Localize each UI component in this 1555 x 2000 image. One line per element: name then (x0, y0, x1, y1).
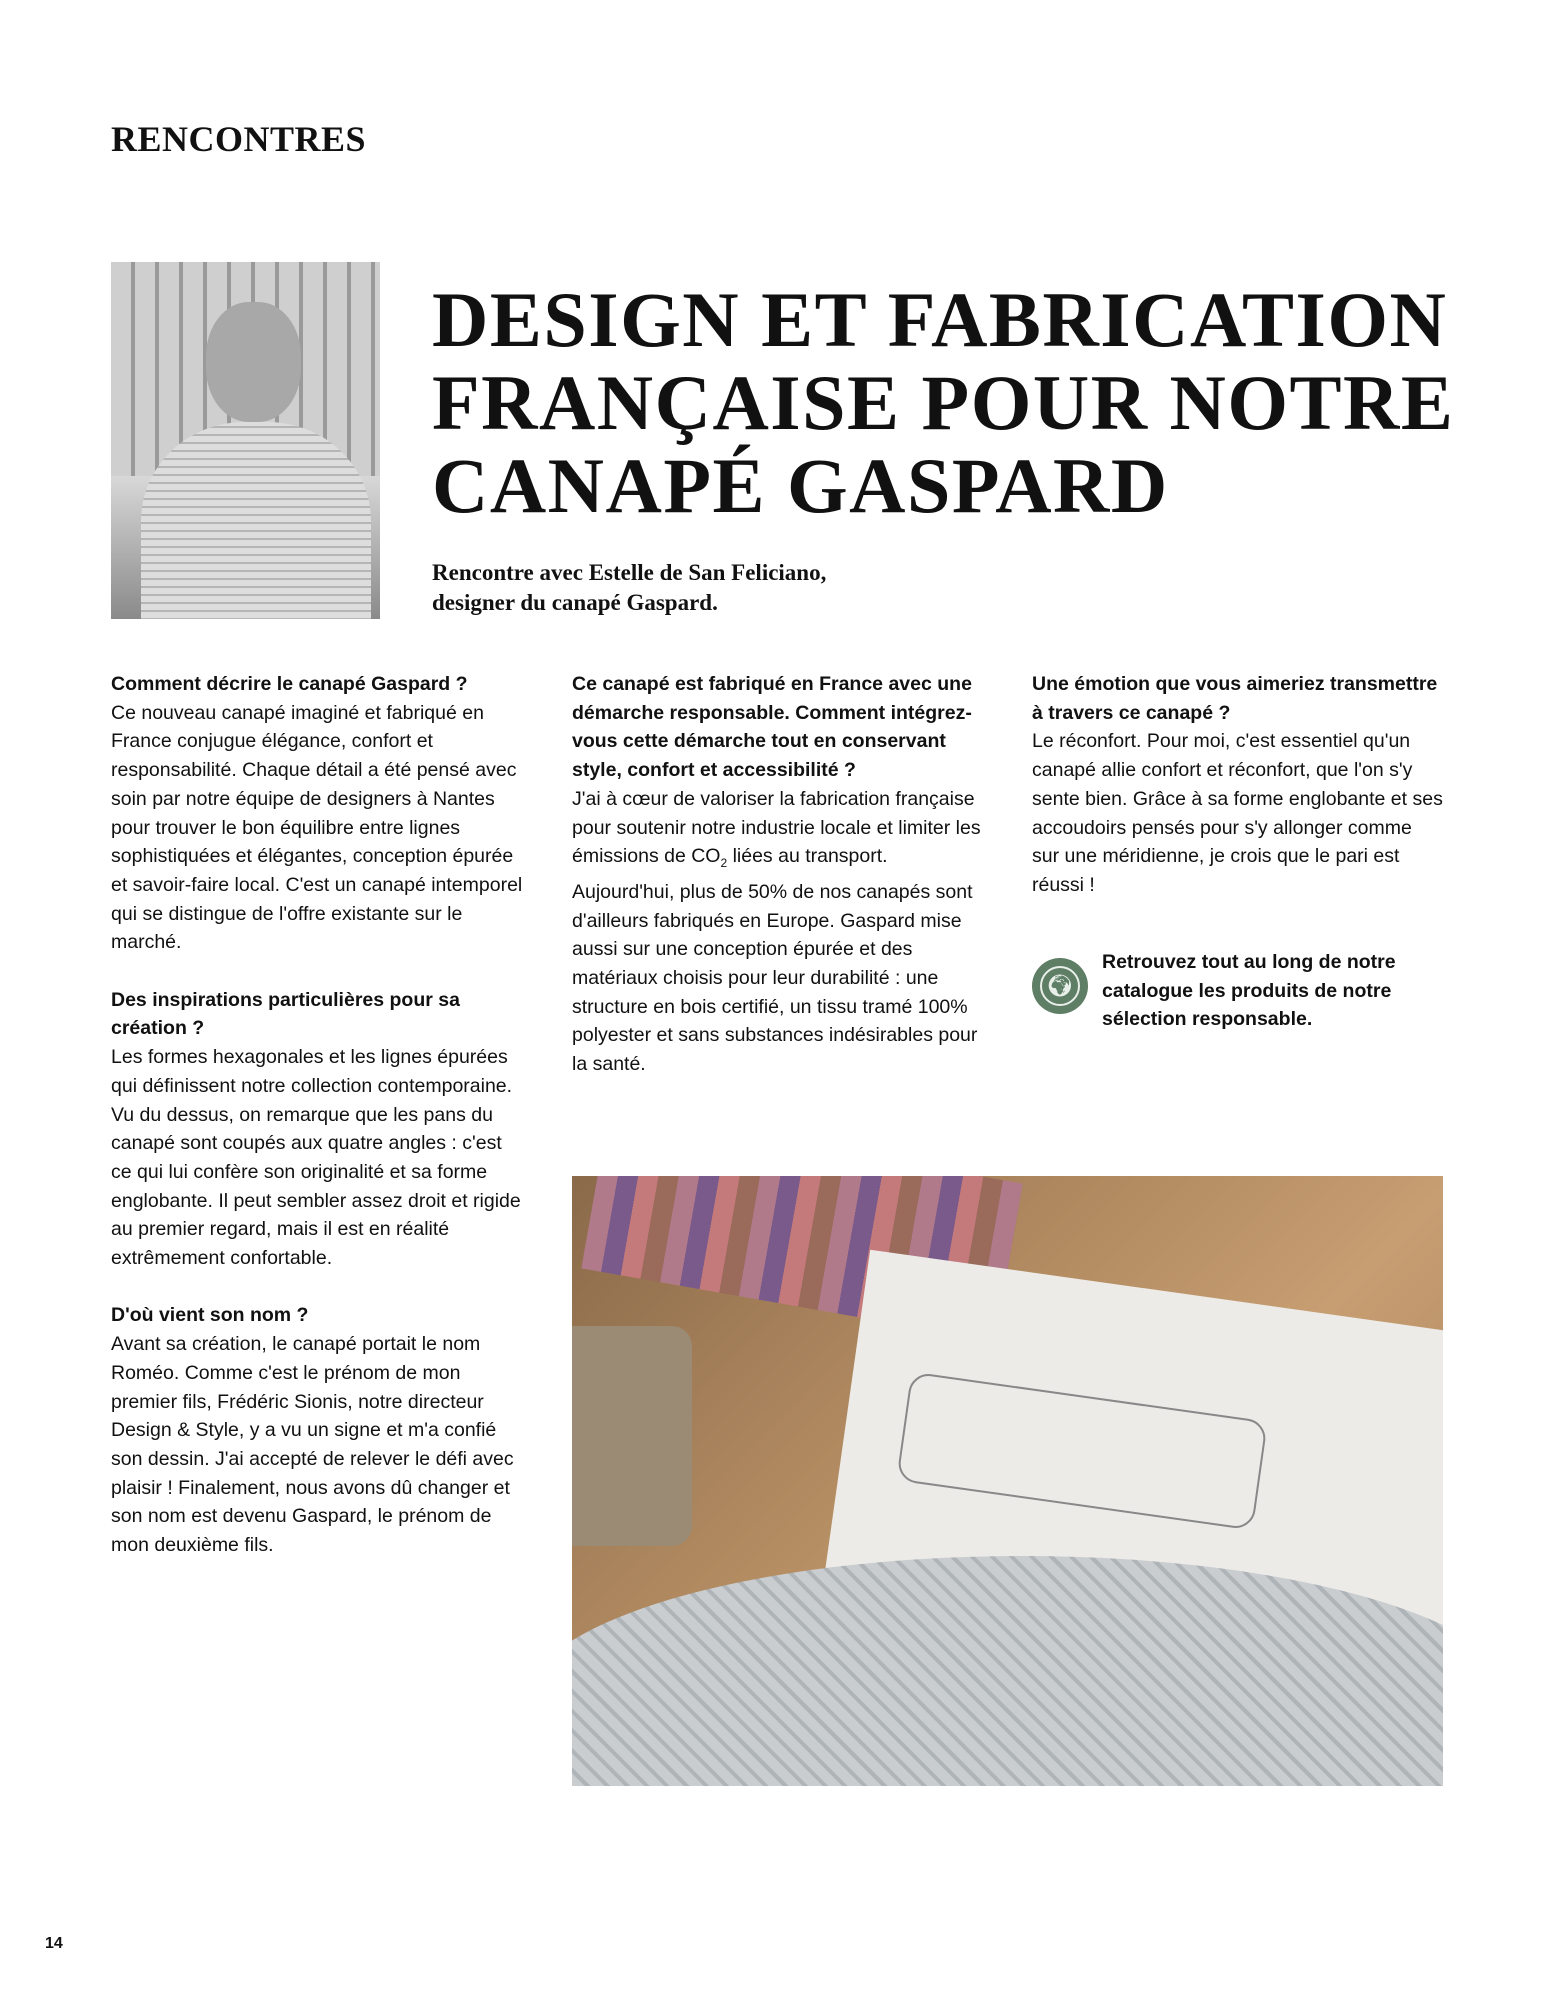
answer: Ce nouveau canapé imaginé et fabriqué en France conjugue élégance, confort et responsabilité. Chaque détail a été pensé avec soin par notre équipe de designers à Nantes pour trouver le bon équilibre entre lignes sophistiquées et élégantes, conception épurée et savoir-faire local. C'est un canapé intemporel qui se distingue de l'offre existante sur le marché. (111, 701, 523, 954)
answer: Le réconfort. Pour moi, c'est essentiel qu'un canapé allie confort et réconfort, que l'on s'y sente bien. Grâce à sa forme englobante et ses accoudoirs pensés pour s'y allonger comme sur une méridienne, je crois que le pari est réussi ! (1032, 730, 1443, 896)
earth-icon: 🌍︎ (1032, 958, 1088, 1014)
designer-portrait-photo (111, 262, 380, 619)
page-number: 14 (45, 1935, 63, 1952)
answer: Avant sa création, le canapé portait le nom Roméo. Comme c'est le prénom de mon premier fils, Frédéric Sionis, notre directeur Design & Style, y a vu un signe et m'a confié son dessin. J'ai accepté de relever le défi avec plaisir ! Finalement, nous avons dû changer et son nom est devenu Gaspard, le prénom de mon deuxième fils. (111, 1333, 514, 1557)
answer: Les formes hexagonales et les lignes épurées qui définissent notre collection contemporaine. Vu du dessus, on remarque que les pans du canapé sont coupés aux quatre angles : c'est ce qui lui confère son originalité et sa forme englobante. Il peut sembler assez droit et rigide au premier regard, mais il est en réalité extrêmement confortable. (111, 1046, 521, 1270)
question: D'où vient son nom ? (111, 1304, 309, 1327)
section-heading: RENCONTRES (111, 119, 367, 159)
page-title (432, 278, 1482, 527)
subtitle (432, 558, 826, 618)
column-2 (572, 670, 984, 1107)
subtitle-line: Rencontre avec Estelle de San Feliciano, (432, 560, 827, 585)
responsible-selection-note (1032, 948, 1444, 1034)
subtitle-line: designer du canapé Gaspard. (432, 590, 718, 615)
subscript: 2 (720, 856, 728, 871)
question: Une émotion que vous aimeriez transmettre à travers ce canapé ? (1032, 673, 1438, 724)
column-1 (111, 670, 523, 1588)
title-line: CANAPÉ GASPARD (432, 442, 1169, 529)
answer (572, 785, 984, 1079)
title-line: DESIGN ET FABRICATION (432, 276, 1448, 363)
badge-text: Retrouvez tout au long de notre catalogue les produits de notre sélection responsable. (1102, 951, 1396, 1031)
answer-part: J'ai à cœur de valoriser la fabrication française pour soutenir notre industrie locale et limiter les émissions de CO (572, 787, 981, 868)
question: Ce canapé est fabriqué en France avec une démarche responsable. Comment intégrez-vous cette démarche tout en conservant style, confort et accessibilité ? (572, 673, 972, 782)
question: Des inspirations particulières pour sa création ? (111, 988, 460, 1040)
column-3 (1032, 670, 1444, 928)
question: Comment décrire le canapé Gaspard ? (111, 673, 468, 695)
sketching-photo (572, 1176, 1443, 1786)
title-line: FRANÇAISE POUR NOTRE (432, 359, 1455, 446)
answer-part: liées au transport. Aujourd'hui, plus de 50% de nos canapés sont d'ailleurs fabriqués en Europe. Gaspard mise aussi sur une conception épurée et des matériaux choisis pour leur durabilité : une structure en bois certifié, un tissu tramé 100% polyester et sans substances indésirables pour la santé. (572, 845, 978, 1076)
